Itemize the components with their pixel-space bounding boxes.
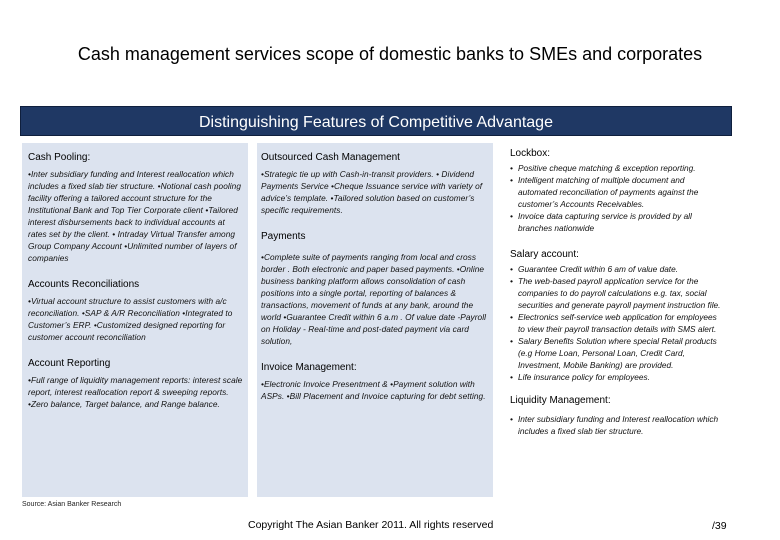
column-middle <box>257 143 493 497</box>
cash-pooling-title: Cash Pooling: <box>28 152 91 163</box>
page-number: /39 <box>712 520 727 532</box>
invoice-management-title: Invoice Management: <box>261 362 357 373</box>
list-item: • Guarantee Credit within 6 am of value date. <box>510 263 724 275</box>
accounts-reconciliations-title: Accounts Reconciliations <box>28 279 140 290</box>
list-item: • Invoice data capturing service is provided by all branches nationwide <box>510 210 724 234</box>
accounts-reconciliations-text: •Virtual account structure to assist customers with a/c reconciliation. •SAP & A/R Reconciliation •Integrated to Customer’s ERP. •Customized designed reporting for customer account reconciliation <box>28 296 233 342</box>
list-item: • Inter subsidiary funding and Interest reallocation which includes a fixed slab tier structure. <box>510 413 724 437</box>
list-item: • The web-based payroll application service for the companies to do payroll calculations e.g. tax, social securities and generate payroll payment instruction file. <box>510 275 724 311</box>
salary-account-list <box>510 263 724 383</box>
list-item: • Electronics self-service web application for employees to view their payroll transaction details with SMS alert. <box>510 311 724 335</box>
invoice-management-text: •Electronic Invoice Presentment & •Payment solution with ASPs. •Bill Placement and Invoice capturing for debt setting. <box>261 379 486 401</box>
payments-text: •Complete suite of payments ranging from local and cross border . Both electronic and paper based payments. •Online business banking platform allows consolidation of cash positions into a single portal, reporting of balances & transactions, movement of funds at any bank, around the world •Guarantee Credit within 6 a.m . Of value date -Payroll on Holiday - Real-time and post-dated payment via card solution, <box>261 252 486 346</box>
outsourced-cash-title: Outsourced Cash Management <box>261 152 400 163</box>
outsourced-cash-text: •Strategic tie up with Cash-in-transit providers. • Dividend Payments Service •Cheque Issuance service with variety of advice’s template. •Tailored solution based on customer’s specific requirements. <box>261 169 483 215</box>
salary-account-title: Salary account: <box>510 249 579 260</box>
liquidity-management-title: Liquidity Management: <box>510 395 611 406</box>
column-right <box>506 147 724 492</box>
cash-pooling-text: •Inter subsidiary funding and Interest reallocation which includes a fixed slab tier structure. •Notional cash pooling facility offering a tailored account structure for the Institutional Bank and Top Tier Corporate client •Tailored interest disbursements back to individual accounts at rates set by the client. • Intraday Virtual Transfer among Group Company Account •Unlimited number of layers of companies <box>28 169 241 263</box>
list-item: • Salary Benefits Solution where special Retail products (e.g Home Loan, Personal Loan, Credit Card, Investment, Mobile Banking) are provided. <box>510 335 724 371</box>
list-item: • Positive cheque matching & exception reporting. <box>510 162 724 174</box>
liquidity-management-list <box>510 413 724 437</box>
lockbox-list <box>510 162 724 234</box>
source-note: Source: Asian Banker Research <box>22 501 122 508</box>
lockbox-title: Lockbox: <box>510 148 551 159</box>
payments-title: Payments <box>261 231 306 242</box>
section-banner: Distinguishing Features of Competitive Advantage <box>20 106 732 136</box>
account-reporting-text: •Full range of liquidity management reports: interest scale report, interest reallocation report & sweeping reports. •Zero balance, Target balance, and Range balance. <box>28 375 243 409</box>
list-item: • Life insurance policy for employees. <box>510 371 724 383</box>
column-left <box>22 143 248 497</box>
list-item: • Intelligent matching of multiple document and automated reconciliation of payments against the customer’s Accounts Receivables. <box>510 174 724 210</box>
copyright-notice: Copyright The Asian Banker 2011. All rights reserved <box>248 519 494 531</box>
account-reporting-title: Account Reporting <box>28 358 111 369</box>
page-title: Cash management services scope of domestic banks to SMEs and corporates <box>77 44 703 64</box>
